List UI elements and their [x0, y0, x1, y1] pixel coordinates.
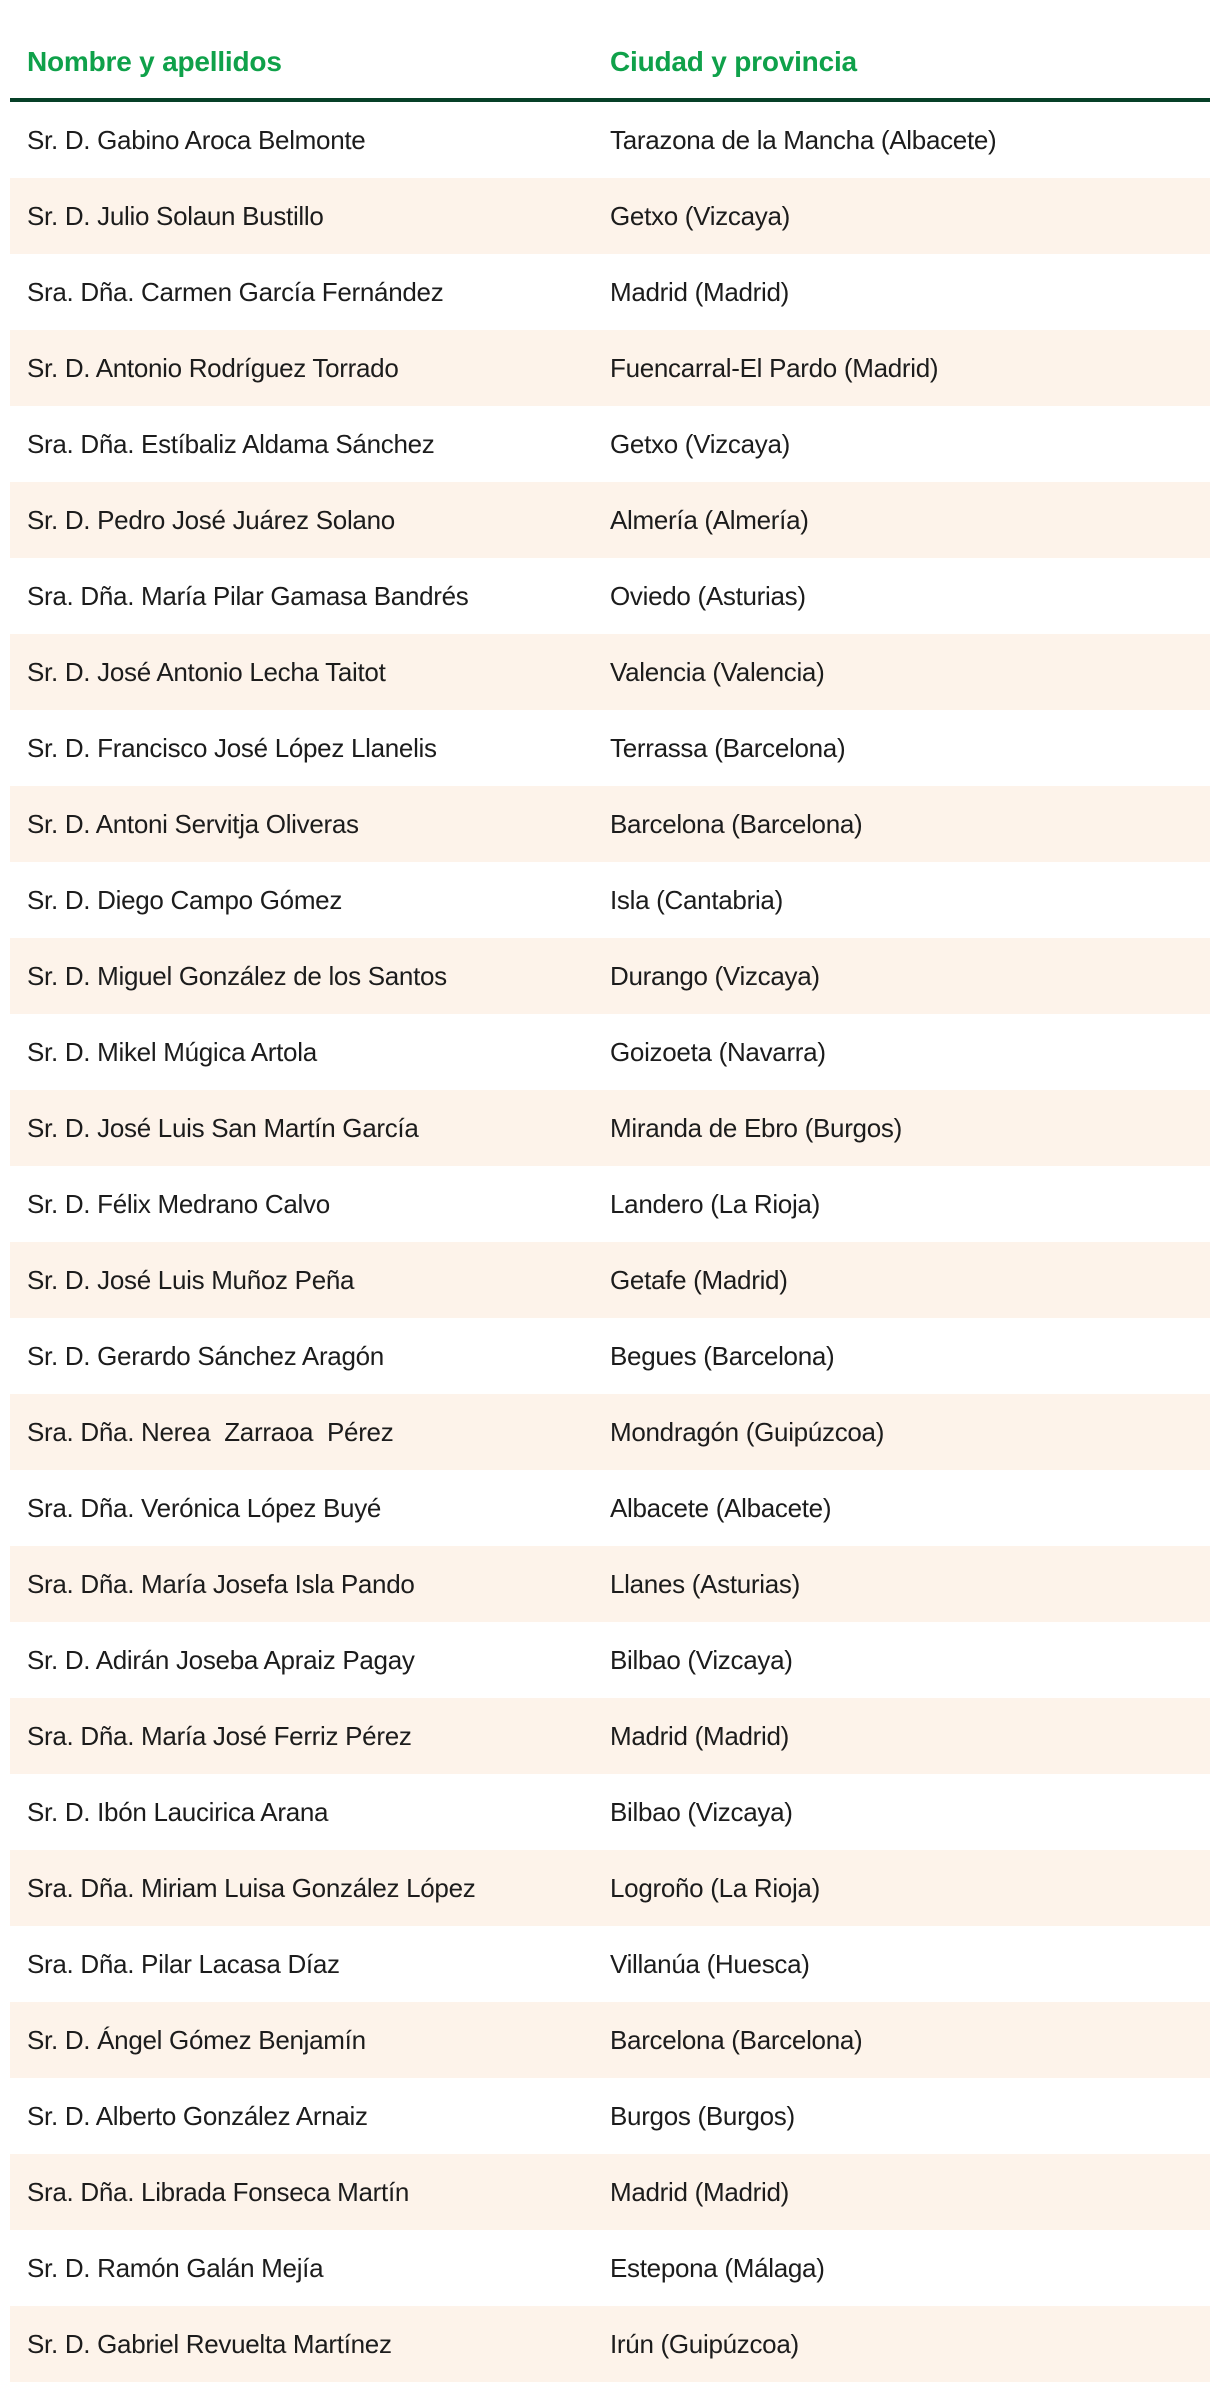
cell-name: Sra. Dña. Pilar Lacasa Díaz — [27, 1949, 340, 1979]
cell-city: Terrassa (Barcelona) — [610, 733, 846, 763]
cell-name: Sra. Dña. María José Ferriz Pérez — [27, 1721, 412, 1751]
cell-name: Sr. D. Gerardo Sánchez Aragón — [27, 1341, 384, 1371]
cell-name: Sr. D. Alberto González Arnaiz — [27, 2101, 368, 2131]
cell-name: Sr. D. Francisco José López Llanelis — [27, 733, 437, 763]
cell-name: Sr. D. Ángel Gómez Benjamín — [27, 2025, 366, 2055]
table-row — [10, 406, 1210, 482]
table-row — [10, 102, 1210, 178]
table-row — [10, 1546, 1210, 1622]
cell-city: Oviedo (Asturias) — [610, 581, 806, 611]
cell-name: Sr. D. José Luis San Martín García — [27, 1113, 419, 1143]
cell-name: Sra. Dña. María Pilar Gamasa Bandrés — [27, 581, 469, 611]
cell-city: Valencia (Valencia) — [610, 657, 825, 687]
cell-name: Sr. D. Félix Medrano Calvo — [27, 1189, 330, 1219]
cell-city: Getxo (Vizcaya) — [610, 429, 790, 459]
table-row — [10, 2306, 1210, 2382]
cell-city: Durango (Vizcaya) — [610, 961, 820, 991]
column-header-city: Ciudad y provincia — [610, 46, 857, 77]
cell-city: Almería (Almería) — [610, 505, 809, 535]
cell-name: Sr. D. Adirán Joseba Apraiz Pagay — [27, 1645, 415, 1675]
cell-name: Sr. D. Antoni Servitja Oliveras — [27, 809, 359, 839]
table-header — [10, 0, 1210, 98]
cell-name: Sr. D. Gabino Aroca Belmonte — [27, 125, 366, 155]
cell-city: Burgos (Burgos) — [610, 2101, 795, 2131]
cell-city: Bilbao (Vizcaya) — [610, 1797, 793, 1827]
table-row — [10, 2078, 1210, 2154]
table-row — [10, 786, 1210, 862]
table-row — [10, 2230, 1210, 2306]
cell-city: Goizoeta (Navarra) — [610, 1037, 826, 1067]
cell-name: Sr. D. José Antonio Lecha Taitot — [27, 657, 386, 687]
cell-city: Estepona (Málaga) — [610, 2253, 825, 2283]
cell-name: Sra. Dña. María Josefa Isla Pando — [27, 1569, 415, 1599]
members-table — [10, 0, 1210, 2382]
table-row — [10, 1774, 1210, 1850]
table-row — [10, 330, 1210, 406]
cell-city: Bilbao (Vizcaya) — [610, 1645, 793, 1675]
cell-city: Madrid (Madrid) — [610, 277, 789, 307]
table-row — [10, 1394, 1210, 1470]
table-row — [10, 482, 1210, 558]
table-row — [10, 1698, 1210, 1774]
table-row — [10, 1318, 1210, 1394]
cell-city: Landero (La Rioja) — [610, 1189, 820, 1219]
table-row — [10, 178, 1210, 254]
cell-name: Sra. Dña. Librada Fonseca Martín — [27, 2177, 410, 2207]
cell-name: Sr. D. Julio Solaun Bustillo — [27, 201, 324, 231]
table-row — [10, 2002, 1210, 2078]
cell-name: Sr. D. Mikel Múgica Artola — [27, 1037, 317, 1067]
cell-city: Llanes (Asturias) — [610, 1569, 800, 1599]
table-row — [10, 558, 1210, 634]
table-row — [10, 1242, 1210, 1318]
cell-city: Getxo (Vizcaya) — [610, 201, 790, 231]
cell-name: Sr. D. José Luis Muñoz Peña — [27, 1265, 355, 1295]
table-row — [10, 710, 1210, 786]
cell-name: Sr. D. Gabriel Revuelta Martínez — [27, 2329, 392, 2359]
cell-name: Sr. D. Diego Campo Gómez — [27, 885, 343, 915]
table-row — [10, 1014, 1210, 1090]
cell-city: Madrid (Madrid) — [610, 2177, 789, 2207]
table-row — [10, 1850, 1210, 1926]
cell-city: Mondragón (Guipúzcoa) — [610, 1417, 885, 1447]
cell-name: Sra. Dña. Carmen García Fernández — [27, 277, 444, 307]
column-header-name: Nombre y apellidos — [27, 46, 282, 77]
table-row — [10, 2154, 1210, 2230]
cell-city: Logroño (La Rioja) — [610, 1873, 820, 1903]
cell-city: Getafe (Madrid) — [610, 1265, 788, 1295]
cell-name: Sra. Dña. Miriam Luisa González López — [27, 1873, 476, 1903]
cell-city: Tarazona de la Mancha (Albacete) — [610, 125, 997, 155]
cell-city: Albacete (Albacete) — [610, 1493, 832, 1523]
cell-name: Sr. D. Miguel González de los Santos — [27, 961, 447, 991]
cell-city: Barcelona (Barcelona) — [610, 2025, 863, 2055]
cell-name: Sra. Dña. Estíbaliz Aldama Sánchez — [27, 429, 435, 459]
table-row — [10, 634, 1210, 710]
cell-city: Villanúa (Huesca) — [610, 1949, 810, 1979]
cell-name: Sra. Dña. Nerea Zarraoa Pérez — [27, 1417, 394, 1447]
cell-name: Sra. Dña. Verónica López Buyé — [27, 1493, 382, 1523]
cell-city: Isla (Cantabria) — [610, 885, 783, 915]
table-row — [10, 1926, 1210, 2002]
cell-city: Begues (Barcelona) — [610, 1341, 835, 1371]
cell-name: Sr. D. Antonio Rodríguez Torrado — [27, 353, 399, 383]
table-row — [10, 938, 1210, 1014]
table-row — [10, 1470, 1210, 1546]
cell-name: Sr. D. Ramón Galán Mejía — [27, 2253, 324, 2283]
cell-city: Miranda de Ebro (Burgos) — [610, 1113, 902, 1143]
table-row — [10, 862, 1210, 938]
table-row — [10, 1622, 1210, 1698]
cell-city: Barcelona (Barcelona) — [610, 809, 863, 839]
cell-name: Sr. D. Pedro José Juárez Solano — [27, 505, 395, 535]
cell-city: Irún (Guipúzcoa) — [610, 2329, 799, 2359]
table-row — [10, 254, 1210, 330]
table-row — [10, 1166, 1210, 1242]
cell-city: Fuencarral-El Pardo (Madrid) — [610, 353, 939, 383]
table-body — [10, 102, 1210, 2382]
cell-city: Madrid (Madrid) — [610, 1721, 789, 1751]
table-row — [10, 1090, 1210, 1166]
cell-name: Sr. D. Ibón Laucirica Arana — [27, 1797, 329, 1827]
